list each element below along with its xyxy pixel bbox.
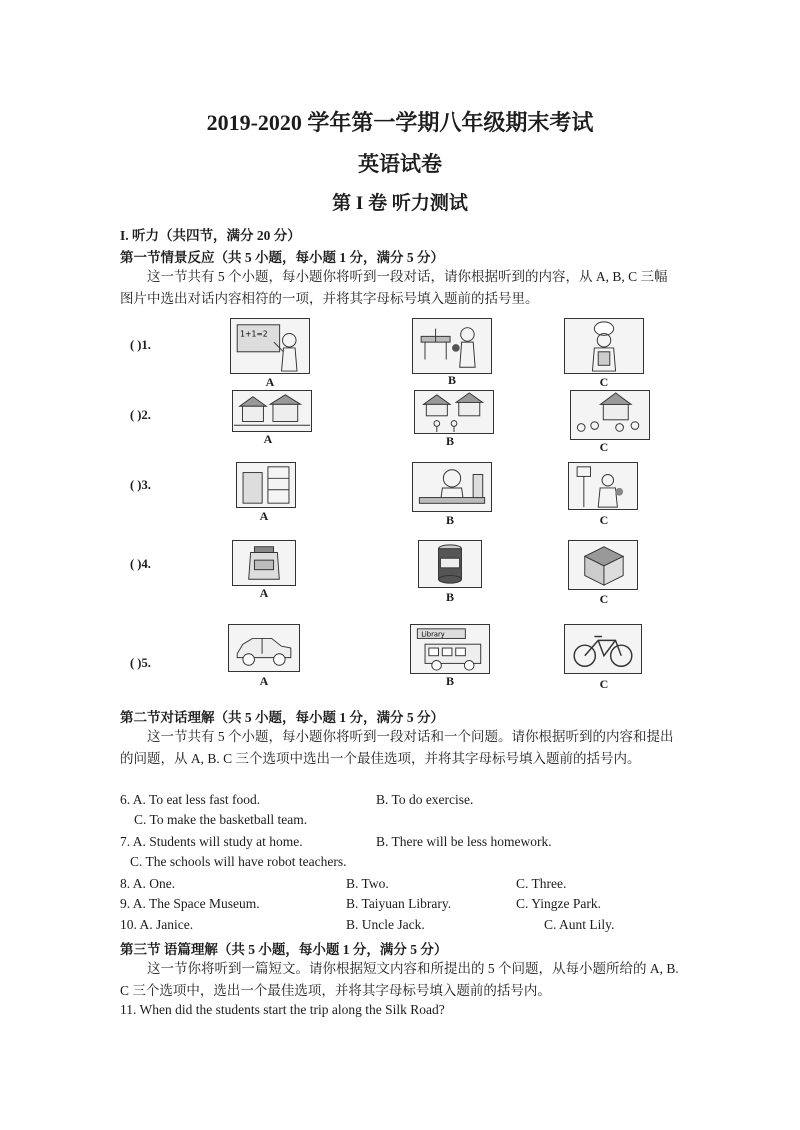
picture-1a[interactable]	[230, 318, 310, 374]
picture-5a[interactable]	[228, 624, 300, 672]
question-3-number: ( )3.	[130, 478, 151, 492]
picture-4c[interactable]	[568, 540, 638, 590]
question-2-number: ( )2.	[130, 408, 151, 422]
q8-option-c: C. Three.	[516, 876, 567, 891]
part-title: 第 I 卷 听力测试	[332, 193, 468, 214]
picture-4b[interactable]	[418, 540, 482, 588]
picture-2c[interactable]	[570, 390, 650, 440]
q6-option-c: C. To make the basketball team.	[134, 812, 308, 827]
q8-option-b: B. Two.	[346, 876, 389, 891]
exam-title: 2019-2020 学年第一学期八年级期末考试	[206, 110, 594, 135]
boy-at-blackboard-image	[231, 319, 309, 373]
chef-image	[565, 319, 643, 373]
picture-4a-label: A	[259, 586, 269, 600]
question-4-number: ( )4.	[130, 557, 151, 571]
picture-3b[interactable]	[412, 462, 492, 512]
picture-2b[interactable]	[414, 390, 494, 434]
picture-1c-label: C	[599, 375, 609, 389]
bicycle-image	[565, 625, 641, 673]
picture-3c[interactable]	[568, 462, 638, 510]
exam-subtitle: 英语试卷	[358, 152, 442, 176]
picture-2c-label: C	[599, 440, 609, 454]
section3-instructions: 这一节你将听到一篇短文。请你根据短文内容和所提出的 5 个问题，从每小题所给的 A, B. C 三个选项中，选出一个最佳选项，并将其字母标号填入题前的括号内。	[120, 961, 679, 998]
picture-3b-label: B	[445, 513, 454, 527]
picture-5c[interactable]	[564, 624, 642, 674]
picture-4a[interactable]	[232, 540, 296, 586]
boy-studying-image	[413, 463, 491, 511]
section2-heading: 第二节对话理解（共 5 小题，每小题 1 分，满分 5 分）	[120, 710, 444, 725]
q8-option-a: 8. A. One.	[120, 876, 176, 891]
box-image	[569, 541, 637, 589]
q10-option-a: 10. A. Janice.	[120, 917, 194, 932]
section1-instructions: 这一节共有 5 个小题，每小题你将听到一段对话，请你根据听到的内容，从 A, B, C 三幅图片中选出对话内容相符的一项，并将其字母标号填入题前的括号里。	[120, 269, 668, 306]
q7-option-c: C. The schools will have robot teachers.	[130, 854, 347, 869]
picture-5b[interactable]	[410, 624, 490, 674]
q10-option-b: B. Uncle Jack.	[346, 917, 425, 932]
picture-5a-label: A	[259, 674, 269, 688]
picture-1c[interactable]	[564, 318, 644, 374]
q7-option-a: 7. A. Students will study at home.	[120, 834, 303, 849]
section3-heading: 第三节 语篇理解（共 5 小题，每小题 1 分，满分 5 分）	[120, 942, 448, 957]
picture-1b-label: B	[447, 373, 456, 387]
section2-instructions: 这一节共有 5 个小题，每小题你将听到一段对话和一个问题。请你根据听到的内容和提出的问题，从 A, B. C 三个选项中选出一个最佳选项，并将其字母标号填入题前的括号内。	[120, 729, 674, 766]
section1-heading: 第一节情景反应（共 5 小题，每小题 1 分，满分 5 分）	[120, 250, 444, 265]
picture-1b[interactable]	[412, 318, 492, 374]
picture-5b-label: B	[445, 674, 454, 688]
svg-text:Library: Library	[421, 630, 445, 639]
picture-5c-label: C	[599, 677, 609, 691]
can-image	[419, 541, 481, 587]
picture-3a-label: A	[259, 509, 269, 523]
q9-option-a: 9. A. The Space Museum.	[120, 896, 260, 911]
q6-option-b: B. To do exercise.	[376, 792, 474, 807]
q6-option-a: 6. A. To eat less fast food.	[120, 792, 261, 807]
houses-scene-image	[233, 391, 311, 431]
jar-image	[233, 541, 295, 585]
picture-4c-label: C	[599, 592, 609, 606]
picture-3c-label: C	[599, 513, 609, 527]
q10-option-c: C. Aunt Lily.	[544, 917, 615, 932]
picture-2a[interactable]	[232, 390, 312, 432]
listening-heading: I. 听力（共四节，满分 20 分）	[120, 228, 301, 243]
picture-3a[interactable]	[236, 462, 296, 508]
picture-2b-label: B	[445, 434, 454, 448]
car-image	[229, 625, 299, 671]
q9-option-b: B. Taiyuan Library.	[346, 896, 452, 911]
bus-library-image	[411, 625, 489, 673]
boy-playing-ping-pong-image	[413, 319, 491, 373]
boy-basketball-image	[569, 463, 637, 509]
q9-option-c: C. Yingze Park.	[516, 896, 601, 911]
picture-1a-label: A	[265, 375, 275, 389]
svg-text:1+1=2: 1+1=2	[240, 329, 268, 339]
q11-question: 11. When did the students start the trip along the Silk Road?	[120, 1002, 445, 1017]
q7-option-b: B. There will be less homework.	[376, 834, 552, 849]
house-with-flowers-image	[571, 391, 649, 439]
bookshelf-door-image	[237, 463, 295, 507]
question-5-number: ( )5.	[130, 656, 151, 670]
question-1-number: ( )1.	[130, 338, 151, 352]
houses-with-flowers-image	[415, 391, 493, 433]
picture-4b-label: B	[445, 590, 454, 604]
picture-2a-label: A	[263, 432, 273, 446]
